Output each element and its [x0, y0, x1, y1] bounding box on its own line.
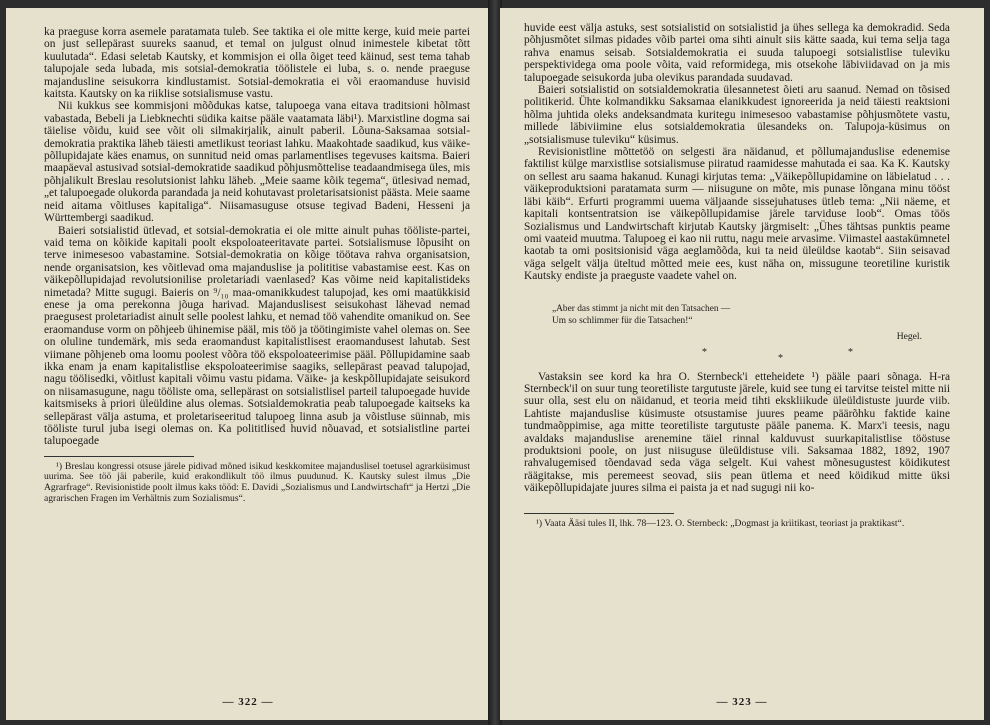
right-page — [500, 8, 984, 720]
right-paragraph-4: Vastaksin see kord ka hra O. Sternbeck'i etteheidete ¹) pääle paari sõnaga. H-ra Sternbeck'il on suur tung teoretiliste targutuste järele, kuid see tung ei tarvitse teistel mitte nii suur olla, sest elu on näidanud, et teoria meid tihti ekskliikude üleüldistuste juurde viib. Lahtiste majanduslise küsimuste otsustamise juures peame päärõhku faktide kaine tundmaõppimise, aga mitte teoretiliste targutuste pääle panema. K. Marx'i teesis, nagu avaldaks majanduslise arenemine täiel rinnal kalduvust suurkapitalistlise tööstuse produktsioni poole, on just niisuguse üleüldistuse vili. Saksamaa 1882, 1892, 1907 rahvalugemised tõendavad seda väga selgelt. Kui vahest mõnesugustest köidikutest räägitakse, mis peremeest seovad, siis pean ütlema et need köidikud mitte üksi väikepõllupidajate juures silma ei paista ja et nad sugugi nii ko- — [524, 370, 950, 495]
footnote-rule — [44, 456, 194, 457]
footnote-rule-right — [524, 513, 674, 514]
right-paragraph-1: huvide eest välja astuks, sest sotsialistid on sotsialistid ja ühes sellega ka demokradid. Seda põhjusmõtet silmas pidades võib partei oma sihti ainult siis kätte saada, kui tema selja taga rahva enamus seisab. Sotsialdemokratia ei suuda talupoegi sotsialistlise tuleviku perspektividega oma poole võita, vaid reformidega, mis otsekohe läbiviidavad on ja mis talupoegade seisukorda juba olevikus parandada suudavad. — [524, 22, 950, 84]
epigraph — [552, 303, 930, 343]
epigraph-author: Hegel. — [896, 330, 922, 342]
star-3: * — [848, 346, 853, 358]
right-footnote: ¹) Vaata Ääsi tules II, lhk. 78—123. O. Sternbeck: „Dogmast ja kriitikast, teoriast ja praktikast“. — [536, 517, 905, 529]
star-2: * — [778, 352, 783, 364]
section-divider — [524, 347, 950, 371]
left-paragraph-2: Nii kukkus see kommisjoni mõõdukas katse, talupoega vana eitava traditsioni hõlmast vabastada, Bebeli ja Liebknechti südika kaitse pääle vaatamata läbi¹). Marxistline dogma sai täielise võidu, kuid see võit oli silmakirjalik, ainult paberil. Lõuna-Saksamaa sotsial-demokratia praktika läheb täiesti ametlikust teoriast lahku. Maakohtade saadikud, kus väike-põllupidajate käes enamus, on sunnitud neid omas parlamentlises tegevuses kaitsma. Baieri maapäeval astusivad sotsial-demokratide saadikud põhjusmõttelise teadaandmisega üles, mis põhjalikult Breslau resolutsionist lahku läheb. „Meie saame kõik tegema“, ütlesivad nemad, „et talupoegade olukorda parandada ja neid kohutavast proletarisatsionist päästa. Meie saame neid aitama võitluses kapitaliga“. Niisamasuguse otsuse tegivad Badeni, Hesseni ja Württembergi saadikud. — [44, 100, 470, 225]
star-1: * — [702, 346, 707, 358]
page-number-left: — 322 — — [222, 696, 274, 708]
left-page — [6, 8, 490, 720]
right-paragraph-3: Revisionistline mõttetöö on selgesti ära näidanud, et põllumajanduslise edenemise faktilist külge marxistlise sotsialismuse piiratud raamidesse mahutada ei saa. Ka K. Kautsky on sellest aru saama hakanud. Kunagi kirjutas tema: „Väikepõllupidamine on läbielatud . . . väikeproduktsioni paratamata surm — niisugune on mõte, mis punase lõngana minu tööst läbi käib“. Erfurti programmi uuema väljaande sissejuhatuses ütleb tema: „Nii näeme, et kapitali kontsentratsion ise väikepõllupidamise järele tarviduse loob“. Omas töös Sozialismus und Landwirtschaft kirjutab Kautsky järgmiselt: „Ühes tähtsas punktis peame omi vaateid muutma. Talupoeg ei kao nii ruttu, nagu meie arvasime. Viimastel aastakümnetel kaotab ta omi positsionisid väga aeglamõõda, kui ta neid üleüldse kaotab“. Siin seisavad väga selgelt välja üteltud mõtted meie ees, kust näha on, missugune teoretiline kuristik Kautsky endiste ja praeguste vaadete vahel on. — [524, 146, 950, 283]
left-paragraph-3: Baieri sotsialistid ütlevad, et sotsial-demokratia ei ole mitte ainult puhas tööliste-partei, vaid tema on kõikide kapitali poolt ekspoloateeritavate partei. Sotsialismuse lõpusiht on terve inimesesoo vabastamine. Sotsial-demokratia on kõige töötava rahva organisatsion, nende organisatsion, kes võitlevad oma majanduslise ja polititise vabastamise eest. Kas on väikepõllupidajad revolutsionilise proletariadi vaenlased? Kas võime neid kapitalistideks nimetada? Mitte sugugi. Baieris on ⁹/₁₀ maa-omanikkudest talupojad, kes omi maatükkisid enese ja oma perekonna jõuga harivad. Majanduslisest seisukohast lähevad nemad praegusest proletariadist ainult selle poolest lahku, et nemad töö vahendite omanikud on. See eraomanduse vorm on põhjeeb ühinemise pääl, mis töö ja töötingimiste vahel olemas on. See on oluline tundemärk, mis seda eraomandust kapitalistlisest eraomandusest lahutab. Sest viimane põhjeneb oma loomu poolest võõra töö ekspoloateerimise pääl. Põllupidamine saab ikka enam ja enam kapitalistlise ekspoloateerimise saagiks, sellepärast peavad talupojad, nagu töölisedki, võitlust kapitali võimu vastu pidama. Väike- ja keskpõllupidajate seisukord on niisamasugune, nagu tööliste oma, sellepärast on sotsialistlisel parteil talupoegade huvide kaitsmiseks à priori üleüldine alus olemas. Sotsialdemokratia peab talupoegade kaitseks ka sellepärast välja astuma, et proletariseeritud talupoeg linna asub ja võistluse süinnab, mis tööliste turul juba isegi olemas on. Ka polititlised huvid nõuavad, et sotsialistline partei talupoegade — [44, 224, 470, 448]
epigraph-line-1: „Aber das stimmt ja nicht mit den Tatsachen — — [552, 303, 731, 314]
epigraph-line-2: Um so schlimmer für die Tatsachen!“ — [552, 315, 693, 326]
page-number-right: — 323 — — [716, 696, 768, 708]
left-paragraph-1: ka praeguse korra asemele paratamata tuleb. See taktika ei ole mitte kerge, kuid meie partei on just sellepärast suureks saanud, et temal on julgust olnud inimestele kibetat tõtt kuulutada“. Edasi seletab Kautsky, et kommisjon ei olla õiget teed käinud, sest tema tahab talupojale seda lubada, mis sotsial-demokratia töölistele ei luba, s. o. nende praeguse majandusline seisukorra kindlustamist. Sotsial-demokratia ei või eraomanduse huvisid kaitsta. Kautsky on ka riiklise sotsialismuse vastu. — [44, 26, 470, 101]
left-footnote: ¹) Breslau kongressi otsuse järele pidivad mõned isikud keskkomitee majanduslisel toetusel agrarküsimust uurima. See töö jäi paberile, kuid erakondlikult töö ilmus puudunud. K. Kautsky sulest ilmus „Die Agrarfrage“. Revisionistide poolt ilmus kaks tööd: E. Davidi „Sozialismus und Landwirtschaft“ ja Hertzi „Die agrarischen Fragen im Verhältnis zum Sozialismus“. — [44, 460, 470, 504]
right-paragraph-2: Baieri sotsialistid on sotsialdemokratia ülesannetest õieti aru saanud. Nemad on tõsised politikerid. Ühte kolmandikku Saksamaa elanikkudest ignoreerida ja neid täiesti reaktsioni hõlma juhtida oleks andeksandmata kuritegu inimesesoo vabastamise põhjusmõtete vastu, millede läbiviimine elus sotsialdemokratia ülesandeks on. Talupoja-küsimus on „sotsialismuse tuleviku“ küsimus. — [524, 84, 950, 146]
